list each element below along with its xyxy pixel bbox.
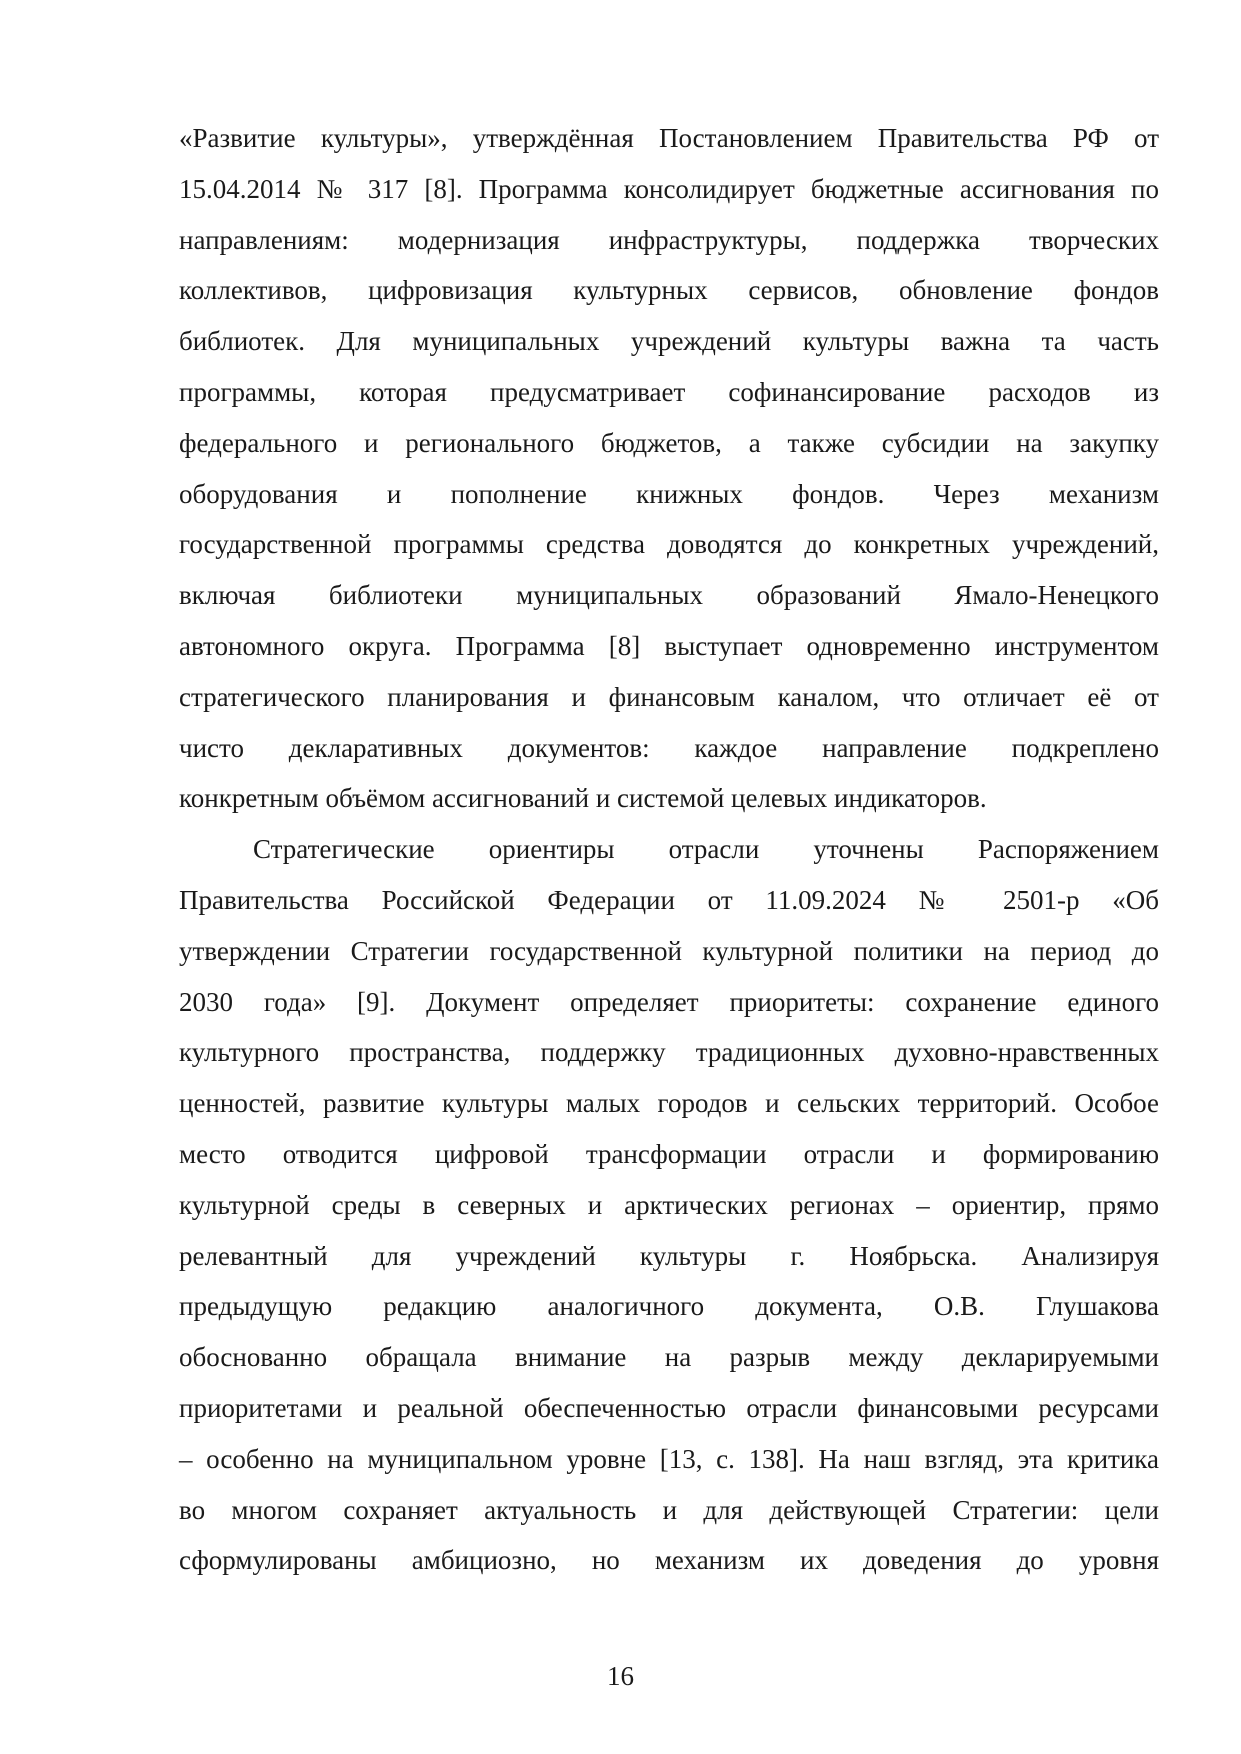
text-line: приоритетами и реальной обеспеченностью отрасли финансовыми ресурсами <box>179 1392 1159 1423</box>
text-line: Стратегические ориентиры отрасли уточнены Распоряжением <box>253 834 1159 865</box>
text-line: включая библиотеки муниципальных образований Ямало-Ненецкого <box>179 580 1159 611</box>
text-line: автономного округа. Программа [8] выступает одновременно инструментом <box>179 630 1159 661</box>
text-line: 2030 года» [9]. Документ определяет приоритеты: сохранение единого <box>179 986 1159 1017</box>
text-line: стратегического планирования и финансовым каналом, что отличает её от <box>179 681 1159 712</box>
paragraph-1 <box>179 113 1159 824</box>
body-text <box>179 113 1159 1586</box>
text-line: культурного пространства, поддержку традиционных духовно-нравственных <box>179 1037 1159 1068</box>
text-line: коллективов, цифровизация культурных сервисов, обновление фондов <box>179 275 1159 306</box>
text-line: направлениям: модернизация инфраструктуры, поддержка творческих <box>179 224 1159 255</box>
paragraph-2 <box>179 824 1159 1586</box>
text-line: государственной программы средства доводятся до конкретных учреждений, <box>179 529 1159 560</box>
text-line: – особенно на муниципальном уровне [13, с. 138]. На наш взгляд, эта критика <box>179 1443 1159 1474</box>
text-line: предыдущую редакцию аналогичного документа, О.В. Глушакова <box>179 1291 1159 1322</box>
text-line: конкретным объёмом ассигнований и системой целевых индикаторов. <box>179 783 987 814</box>
text-line: релевантный для учреждений культуры г. Ноябрьска. Анализируя <box>179 1240 1159 1271</box>
text-line: оборудования и пополнение книжных фондов. Через механизм <box>179 478 1159 509</box>
text-line: культурной среды в северных и арктических регионах – ориентир, прямо <box>179 1189 1159 1220</box>
text-line: библиотек. Для муниципальных учреждений культуры важна та часть <box>179 326 1159 357</box>
text-line: 15.04.2014 № 317 [8]. Программа консолидирует бюджетные ассигнования по <box>179 173 1159 204</box>
text-line: «Развитие культуры», утверждённая Постановлением Правительства РФ от <box>179 123 1159 153</box>
text-line: ценностей, развитие культуры малых городов и сельских территорий. Особое <box>179 1088 1159 1119</box>
text-line: федерального и регионального бюджетов, а также субсидии на закупку <box>179 427 1159 458</box>
text-line: Правительства Российской Федерации от 11.09.2024 № 2501-р «Об <box>179 884 1159 915</box>
text-line: утверждении Стратегии государственной культурной политики на период до <box>179 935 1159 966</box>
text-line: программы, которая предусматривает софинансирование расходов из <box>179 376 1159 407</box>
text-line: обоснованно обращала внимание на разрыв между декларируемыми <box>179 1342 1159 1373</box>
text-line: чисто декларативных документов: каждое направление подкреплено <box>179 732 1159 763</box>
text-line: сформулированы амбициозно, но механизм их доведения до уровня <box>179 1545 1159 1576</box>
page-number: 16 <box>607 1661 634 1691</box>
text-line: во многом сохраняет актуальность и для действующей Стратегии: цели <box>179 1494 1159 1525</box>
text-line: место отводится цифровой трансформации отрасли и формированию <box>179 1138 1159 1169</box>
